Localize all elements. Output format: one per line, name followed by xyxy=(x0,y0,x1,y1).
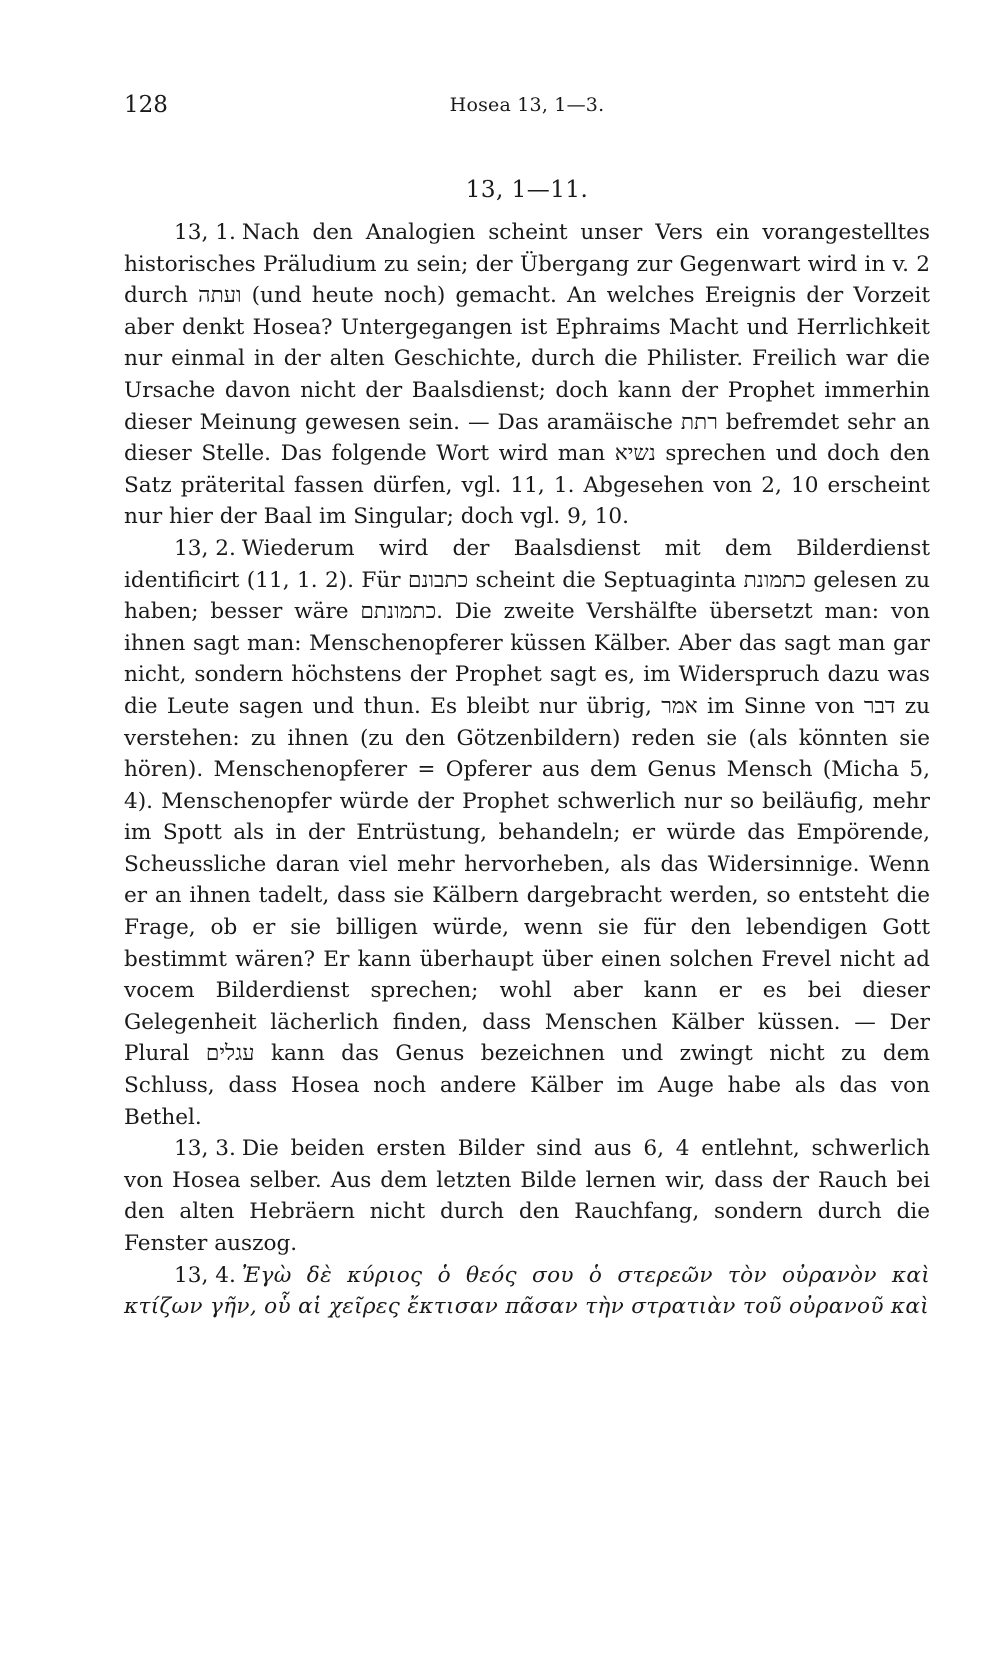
verse-reference: 13, 4. xyxy=(174,1262,236,1288)
verse-reference: 13, 1. xyxy=(174,220,236,245)
page-number: 128 xyxy=(124,92,168,118)
book-page xyxy=(124,92,930,1612)
running-title: Hosea 13, 1—3. xyxy=(449,94,605,116)
section-title: 13, 1—11. xyxy=(465,177,589,203)
paragraph-13-4 xyxy=(124,1260,930,1323)
paragraph-13-1 xyxy=(124,217,930,533)
paragraph-text: Die beiden ersten Bilder sind aus 6, 4 entlehnt, schwerlich von Hosea selber. Aus dem letzten Bilde lernen wir, dass der Rauch bei den alten Hebräern nicht durch den Rauchfang, sondern durch die Fenster auszog. xyxy=(124,1136,930,1256)
paragraph-13-2 xyxy=(124,533,930,1133)
paragraph-text: Wiederum wird der Baalsdienst mit dem Bilderdienst identificirt (11, 1. 2). Für כתבונם scheint die Septuaginta כתמונת gelesen zu haben; besser wäre כתמונתם. Die zweite Vershälfte übersetzt man: von ihnen sagt man: Menschenopferer küssen Kälber. Aber das sagt man gar nicht, sondern höchstens der Prophet sagt es, im Widerspruch dazu was die Leute sagen und thun. Es bleibt nur übrig, אמר im Sinne von דבר zu verstehen: zu ihnen (zu den Götzenbildern) reden sie (als könnten sie hören). Menschenopferer = Opferer aus dem Genus Mensch (Micha 5, 4). Menschenopfer würde der Prophet schwerlich nur so beiläufig, mehr im Spott als in der Entrüstung, behandeln; er würde das Empörende, Scheussliche daran viel mehr hervorheben, als das Widersinnige. Wenn er an ihnen tadelt, dass sie Kälbern dargebracht werden, so entsteht die Frage, ob er sie billigen würde, wenn sie für den lebendigen Gott bestimmt wären? Er kann überhaupt über einen solchen Frevel nicht ad vocem Bilderdienst sprechen; wohl aber kann er es bei dieser Gelegenheit lächerlich finden, dass Menschen Kälber küssen. — Der Plural עגלים kann das Genus bezeichnen und zwingt nicht zu dem Schluss, dass Hosea noch andere Kälber im Auge habe als das von Bethel. xyxy=(124,535,931,1130)
verse-reference: 13, 3. xyxy=(174,1136,236,1162)
paragraph-13-3 xyxy=(124,1133,930,1259)
body-text xyxy=(124,217,930,1323)
verse-reference: 13, 2. xyxy=(174,535,236,561)
page-header xyxy=(124,92,930,132)
paragraph-text: Nach den Analogien scheint unser Vers ein vorangestelltes historisches Präludium zu sein; der Übergang zur Gegenwart wird in v. 2 durch ועתה (und heute noch) gemacht. An welches Ereignis der Vorzeit aber denkt Hosea? Untergegangen ist Ephraims Macht und Herrlichkeit nur einmal in der alten Geschichte, durch die Philister. Freilich war die Ursache davon nicht der Baalsdienst; doch kann der Prophet immerhin dieser Meinung gewesen sein. — Das aramäische רתת befremdet sehr an dieser Stelle. Das folgende Wort wird man נשיא sprechen und doch den Satz präterital fassen dürfen, vgl. 11, 1. Abgesehen von 2, 10 erscheint nur hier der Baal im Singular; doch vgl. 9, 10. xyxy=(124,220,931,530)
greek-quotation: Ἐγὼ δὲ κύριος ὁ θεός σου ὁ στερεῶν τὸν οὐρανὸν καὶ κτίζων γῆν, οὗ αἱ χεῖρες ἔκτισαν πᾶσαν τὴν στρατιὰν τοῦ οὐρανοῦ καὶ xyxy=(124,1262,930,1320)
